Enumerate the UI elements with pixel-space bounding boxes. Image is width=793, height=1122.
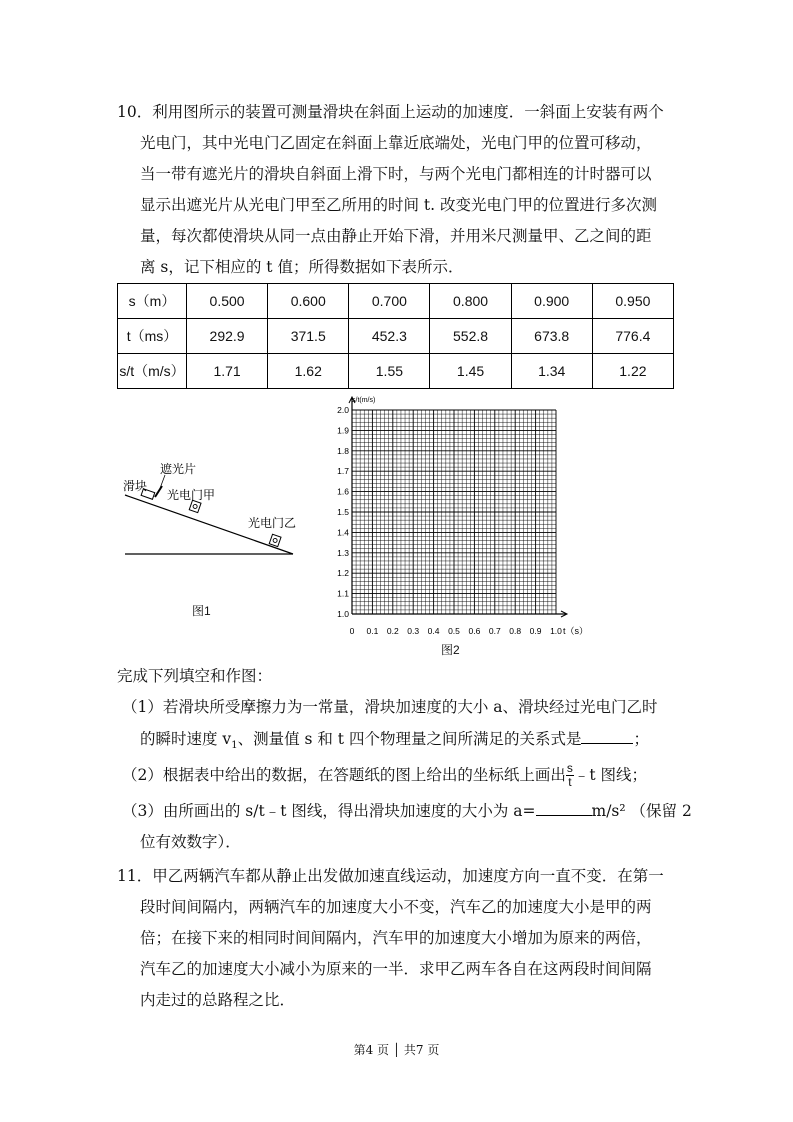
y-tick-label: 1.6 [337, 486, 349, 497]
table-cell: 0.700 [349, 284, 430, 319]
x-tick-label: 0.8 [509, 626, 522, 636]
label-gate-2: 光电门乙 [248, 516, 297, 530]
gate-2-icon [269, 534, 281, 546]
figure-1-incline [115, 455, 305, 565]
table-head: s/t（m/s） [118, 354, 187, 389]
fraction-s-over-t [566, 762, 574, 789]
q10-line-3: 当一带有遮光片的滑块自斜面上滑下时，与两个光电门都相连的计时器可以 [140, 165, 652, 183]
x-tick-label: 0.5 [448, 626, 460, 636]
y-tick-label: 1.5 [337, 507, 349, 517]
table-cell: 0.800 [430, 284, 511, 319]
q11-line-2: 段时间间隔内，两辆汽车的加速度大小不变，汽车乙的加速度大小是甲的两 [140, 898, 652, 916]
q10-line-6: 离 s，记下相应的 t 值；所得数据如下表所示． [140, 258, 464, 276]
table-cell: 452.3 [349, 319, 430, 354]
sub2-text-b: ﹣t 图线； [573, 766, 648, 784]
sub1-line-1: （1）若滑块所受摩擦力为一常量，滑块加速度的大小 a、滑块经过光电门乙时 [122, 698, 658, 716]
fraction-denominator: t [568, 774, 572, 789]
table-cell: 1.45 [430, 354, 511, 389]
table-cell: 0.900 [511, 284, 592, 319]
table-cell: 1.71 [187, 354, 268, 389]
x-axis-label: t（s） [563, 626, 589, 636]
y-tick-label: 2.0 [337, 405, 349, 415]
table-cell: 292.9 [187, 319, 268, 354]
answer-blank-1[interactable] [581, 743, 633, 744]
table-cell: 1.62 [268, 354, 349, 389]
table-cell: 1.55 [349, 354, 430, 389]
y-tick-label: 1.4 [337, 527, 349, 538]
x-tick-label: 0.7 [488, 626, 501, 636]
grid-lines [352, 410, 556, 614]
x-tick-label: 0.2 [386, 626, 399, 636]
q11-line-1: 11．甲乙两辆汽车都从静止出发做加速直线运动，加速度方向一直不变．在第一 [117, 867, 664, 885]
q10-line-5: 量，每次都使滑块从同一点由静止开始下滑，并用米尺测量甲、乙之间的距 [140, 227, 652, 245]
sub2-text-a: （2）根据表中给出的数据，在答题纸的图上给出的坐标纸上画出 [122, 766, 566, 784]
table-cell: 0.500 [187, 284, 268, 319]
y-tick-label: 1.9 [337, 425, 349, 436]
x-tick-label: 0.1 [366, 626, 379, 636]
sub1-end: ； [633, 730, 649, 748]
label-slider: 滑块 [123, 479, 148, 493]
y-axis-label: s/t(m/s) [352, 397, 376, 404]
figure-1-caption: 图1 [192, 604, 211, 618]
data-table [117, 283, 674, 389]
sub3-line-1 [122, 801, 692, 821]
table-cell: 673.8 [511, 319, 592, 354]
x-tick-label: 0 [349, 626, 355, 636]
table-head: s（m） [118, 284, 187, 319]
y-tick-label: 1.8 [337, 445, 349, 456]
y-tick-label: 1.2 [337, 568, 349, 579]
x-tick-label: 0.6 [468, 626, 481, 636]
table-cell: 0.600 [268, 284, 349, 319]
sub3-line-2: 位有效数字）． [140, 833, 241, 851]
y-tick-label: 1.7 [337, 466, 349, 477]
sub3-text-b: m/s² （保留 2 [591, 802, 692, 820]
y-tick-labels [337, 405, 349, 619]
x-tick-label: 0.3 [407, 626, 420, 636]
figure-2-graph-paper [330, 394, 600, 642]
sub1-text-a: 的瞬时速度 v [140, 730, 232, 748]
table-cell: 1.22 [592, 354, 673, 389]
table-row [118, 354, 674, 389]
y-tick-label: 1.3 [337, 547, 349, 558]
sub1-text-b: 、测量值 s 和 t 四个物理量之间所满足的关系式是 [237, 730, 582, 748]
table-cell: 371.5 [268, 319, 349, 354]
q10-line-1: 10．利用图所示的装置可测量滑块在斜面上运动的加速度．一斜面上安装有两个 [117, 103, 664, 121]
q11-line-5: 内走过的总路程之比． [140, 991, 296, 1009]
x-tick-label: 0.4 [427, 626, 440, 636]
label-shade: 遮光片 [160, 462, 197, 476]
label-gate-1: 光电门甲 [167, 488, 216, 502]
q10-line-2: 光电门，其中光电门乙固定在斜面上靠近底端处，光电门甲的位置可移动， [140, 134, 652, 152]
q10-line-4: 显示出遮光片从光电门甲至乙所用的时间 t. 改变光电门甲的位置进行多次测 [140, 196, 658, 214]
gate-1-icon [189, 500, 201, 512]
shade-pointer [159, 475, 165, 491]
table-cell: 0.950 [592, 284, 673, 319]
table-row [118, 284, 674, 319]
x-tick-label: 0.9 [529, 626, 542, 636]
table-cell: 1.34 [511, 354, 592, 389]
sub1-line-2 [140, 729, 649, 756]
shade-plate [155, 486, 162, 497]
sub3-text-a: （3）由所画出的 s/t﹣t 图线，得出滑块加速度的大小为 a= [122, 802, 536, 820]
y-tick-label: 1.1 [337, 588, 349, 599]
sub2-line [122, 761, 647, 789]
table-row [118, 319, 674, 354]
intro-text: 完成下列填空和作图： [117, 667, 273, 685]
fraction-numerator: s [566, 760, 573, 775]
q11-line-3: 倍；在接下来的相同时间间隔内，汽车甲的加速度大小增加为原来的两倍， [140, 929, 652, 947]
figure-2-caption: 图2 [441, 643, 460, 657]
table-cell: 776.4 [592, 319, 673, 354]
table-head: t（ms） [118, 319, 187, 354]
answer-blank-2[interactable] [536, 815, 592, 816]
q11-line-4: 汽车乙的加速度大小减小为原来的一半．求甲乙两车各自在这两段时间间隔 [140, 960, 652, 978]
y-tick-label: 1.0 [337, 609, 349, 619]
page-footer: 第4 页 │ 共7 页 [353, 1043, 440, 1057]
x-tick-labels [350, 626, 563, 636]
sub1-subscript: 1 [231, 740, 238, 752]
x-tick-label: 1.0 [550, 626, 562, 636]
table-cell: 552.8 [430, 319, 511, 354]
